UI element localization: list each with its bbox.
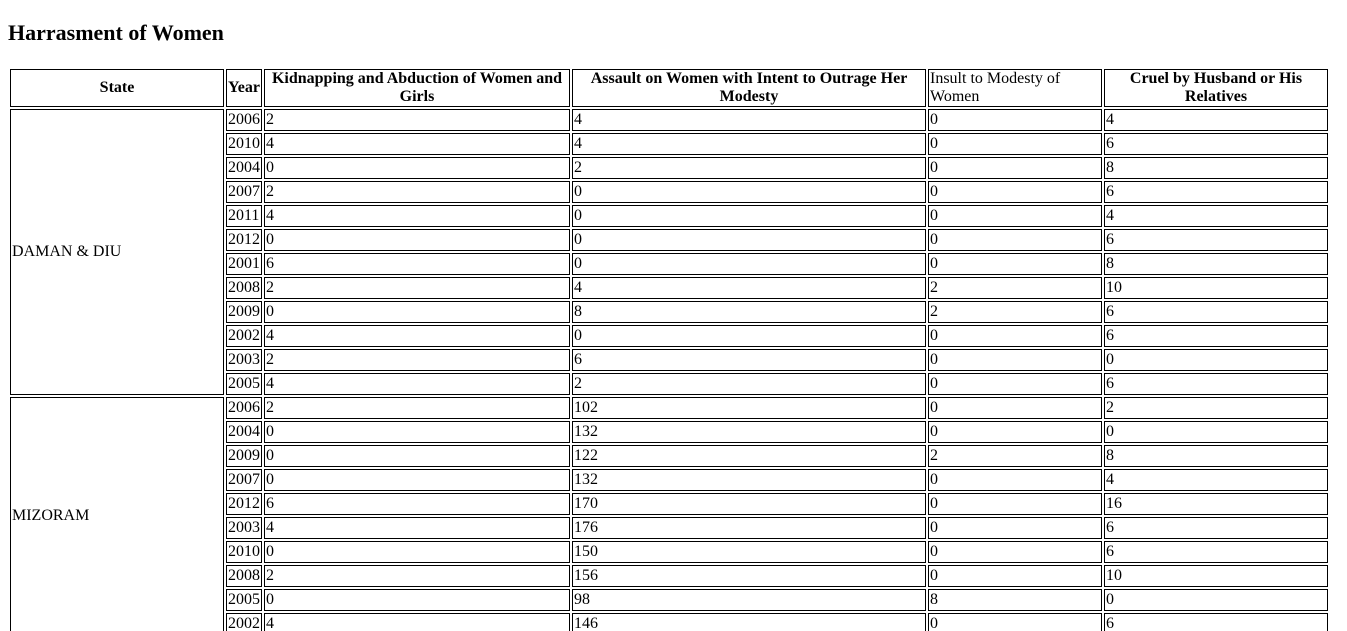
cruelty-cell: 6 xyxy=(1104,301,1328,323)
year-cell: 2003 xyxy=(226,349,262,371)
year-cell: 2004 xyxy=(226,421,262,443)
cruelty-cell: 8 xyxy=(1104,253,1328,275)
kidnapping-cell: 2 xyxy=(264,277,570,299)
assault-cell: 156 xyxy=(572,565,926,587)
cruelty-cell: 6 xyxy=(1104,541,1328,563)
year-cell: 2005 xyxy=(226,373,262,395)
kidnapping-cell: 0 xyxy=(264,589,570,611)
insult-cell: 0 xyxy=(928,229,1102,251)
cruelty-cell: 4 xyxy=(1104,109,1328,131)
cruelty-cell: 6 xyxy=(1104,229,1328,251)
year-cell: 2007 xyxy=(226,181,262,203)
insult-cell: 0 xyxy=(928,397,1102,419)
kidnapping-cell: 6 xyxy=(264,253,570,275)
insult-cell: 0 xyxy=(928,469,1102,491)
assault-cell: 4 xyxy=(572,109,926,131)
year-cell: 2001 xyxy=(226,253,262,275)
assault-cell: 4 xyxy=(572,133,926,155)
insult-cell: 0 xyxy=(928,613,1102,631)
header-year: Year xyxy=(226,69,262,107)
kidnapping-cell: 2 xyxy=(264,181,570,203)
year-cell: 2004 xyxy=(226,157,262,179)
kidnapping-cell: 4 xyxy=(264,517,570,539)
cruelty-cell: 16 xyxy=(1104,493,1328,515)
year-cell: 2006 xyxy=(226,109,262,131)
kidnapping-cell: 4 xyxy=(264,325,570,347)
kidnapping-cell: 4 xyxy=(264,205,570,227)
year-cell: 2003 xyxy=(226,517,262,539)
assault-cell: 132 xyxy=(572,421,926,443)
kidnapping-cell: 2 xyxy=(264,109,570,131)
kidnapping-cell: 4 xyxy=(264,373,570,395)
cruelty-cell: 6 xyxy=(1104,325,1328,347)
assault-cell: 0 xyxy=(572,181,926,203)
cruelty-cell: 4 xyxy=(1104,469,1328,491)
kidnapping-cell: 0 xyxy=(264,157,570,179)
year-cell: 2006 xyxy=(226,397,262,419)
assault-cell: 132 xyxy=(572,469,926,491)
cruelty-cell: 10 xyxy=(1104,565,1328,587)
assault-cell: 0 xyxy=(572,325,926,347)
kidnapping-cell: 2 xyxy=(264,349,570,371)
header-insult: Insult to Modesty of Women xyxy=(928,69,1102,107)
cruelty-cell: 8 xyxy=(1104,157,1328,179)
cruelty-cell: 6 xyxy=(1104,373,1328,395)
kidnapping-cell: 6 xyxy=(264,493,570,515)
kidnapping-cell: 2 xyxy=(264,565,570,587)
page-title: Harrasment of Women xyxy=(8,20,224,45)
kidnapping-cell: 4 xyxy=(264,133,570,155)
cruelty-cell: 4 xyxy=(1104,205,1328,227)
insult-cell: 0 xyxy=(928,253,1102,275)
state-cell: DAMAN & DIU xyxy=(10,109,224,395)
year-cell: 2008 xyxy=(226,565,262,587)
kidnapping-cell: 2 xyxy=(264,397,570,419)
assault-cell: 150 xyxy=(572,541,926,563)
kidnapping-cell: 0 xyxy=(264,469,570,491)
assault-cell: 102 xyxy=(572,397,926,419)
assault-cell: 0 xyxy=(572,205,926,227)
harassment-table xyxy=(8,67,1330,631)
year-cell: 2009 xyxy=(226,445,262,467)
kidnapping-cell: 0 xyxy=(264,445,570,467)
insult-cell: 0 xyxy=(928,421,1102,443)
insult-cell: 0 xyxy=(928,565,1102,587)
insult-cell: 0 xyxy=(928,349,1102,371)
insult-cell: 0 xyxy=(928,325,1102,347)
assault-cell: 6 xyxy=(572,349,926,371)
assault-cell: 170 xyxy=(572,493,926,515)
header-cruelty: Cruel by Husband or His Relatives xyxy=(1104,69,1328,107)
header-assault: Assault on Women with Intent to Outrage Her Modesty xyxy=(572,69,926,107)
kidnapping-cell: 0 xyxy=(264,421,570,443)
table-row xyxy=(10,397,1328,419)
assault-cell: 146 xyxy=(572,613,926,631)
year-cell: 2011 xyxy=(226,205,262,227)
year-cell: 2012 xyxy=(226,229,262,251)
header-kidnapping: Kidnapping and Abduction of Women and Girls xyxy=(264,69,570,107)
insult-cell: 0 xyxy=(928,133,1102,155)
year-cell: 2012 xyxy=(226,493,262,515)
year-cell: 2002 xyxy=(226,325,262,347)
cruelty-cell: 0 xyxy=(1104,589,1328,611)
cruelty-cell: 8 xyxy=(1104,445,1328,467)
year-cell: 2008 xyxy=(226,277,262,299)
insult-cell: 0 xyxy=(928,157,1102,179)
insult-cell: 2 xyxy=(928,277,1102,299)
kidnapping-cell: 0 xyxy=(264,229,570,251)
assault-cell: 98 xyxy=(572,589,926,611)
year-cell: 2010 xyxy=(226,541,262,563)
year-cell: 2009 xyxy=(226,301,262,323)
insult-cell: 0 xyxy=(928,109,1102,131)
insult-cell: 0 xyxy=(928,541,1102,563)
insult-cell: 0 xyxy=(928,373,1102,395)
assault-cell: 0 xyxy=(572,253,926,275)
insult-cell: 0 xyxy=(928,493,1102,515)
table-body xyxy=(10,109,1328,631)
insult-cell: 0 xyxy=(928,181,1102,203)
kidnapping-cell: 0 xyxy=(264,301,570,323)
cruelty-cell: 6 xyxy=(1104,613,1328,631)
cruelty-cell: 0 xyxy=(1104,421,1328,443)
header-state: State xyxy=(10,69,224,107)
cruelty-cell: 6 xyxy=(1104,517,1328,539)
kidnapping-cell: 0 xyxy=(264,541,570,563)
assault-cell: 176 xyxy=(572,517,926,539)
state-cell: MIZORAM xyxy=(10,397,224,631)
year-cell: 2010 xyxy=(226,133,262,155)
table-row xyxy=(10,109,1328,131)
insult-cell: 0 xyxy=(928,517,1102,539)
insult-cell: 2 xyxy=(928,301,1102,323)
assault-cell: 122 xyxy=(572,445,926,467)
assault-cell: 4 xyxy=(572,277,926,299)
assault-cell: 0 xyxy=(572,229,926,251)
cruelty-cell: 6 xyxy=(1104,133,1328,155)
kidnapping-cell: 4 xyxy=(264,613,570,631)
insult-cell: 8 xyxy=(928,589,1102,611)
cruelty-cell: 0 xyxy=(1104,349,1328,371)
assault-cell: 2 xyxy=(572,373,926,395)
year-cell: 2005 xyxy=(226,589,262,611)
assault-cell: 2 xyxy=(572,157,926,179)
insult-cell: 2 xyxy=(928,445,1102,467)
insult-cell: 0 xyxy=(928,205,1102,227)
cruelty-cell: 10 xyxy=(1104,277,1328,299)
header-row xyxy=(10,69,1328,107)
cruelty-cell: 2 xyxy=(1104,397,1328,419)
assault-cell: 8 xyxy=(572,301,926,323)
year-cell: 2007 xyxy=(226,469,262,491)
cruelty-cell: 6 xyxy=(1104,181,1328,203)
year-cell: 2002 xyxy=(226,613,262,631)
